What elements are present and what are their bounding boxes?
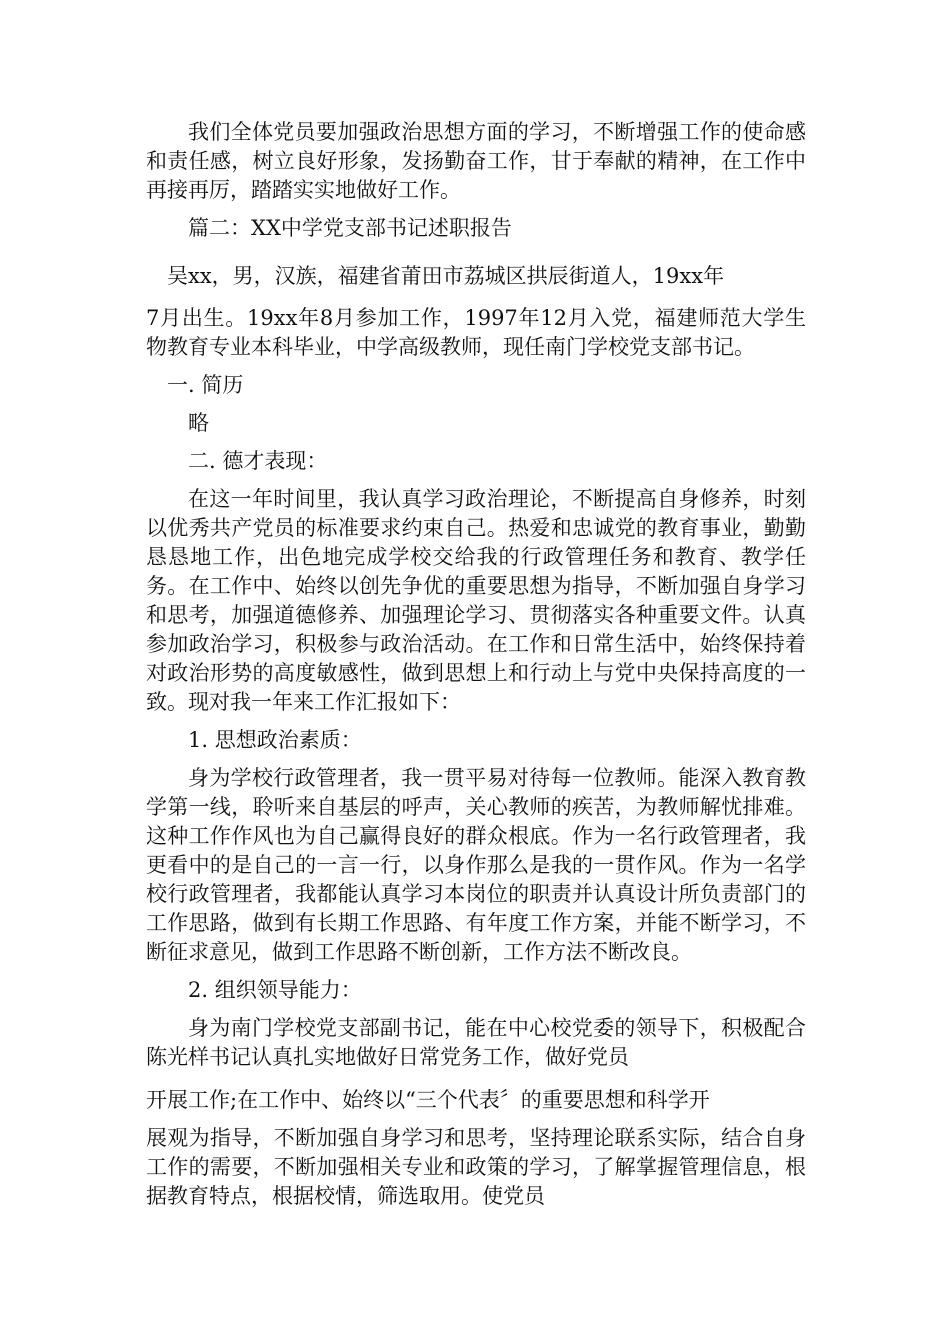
heading-merit: 二. 德才表现： xyxy=(188,449,328,473)
paragraph-closing: 我们全体党员要加强政治思想方面的学习，不断增强工作的使命感和责任感，树立良好形象，发扬勤奋工作，甘于奉献的精神，在工作中再接再厉，踏踏实实地做好工作。 xyxy=(146,120,806,202)
resume-content: 略 xyxy=(188,411,209,435)
paragraph-leadership-3: 展观为指导，不断加强自身学习和思考，坚持理论联系实际，结合自身工作的需要，不断加强相关专业和政策的学习，了解掌握管理信息，根据教育特点，根据校情，筛选取用。使党员 xyxy=(146,1126,806,1208)
heading-resume: 一. 简历 xyxy=(167,373,244,397)
heading-political: 1. 思想政治素质： xyxy=(188,728,362,752)
bio-paragraph: 7月出生。19xx年8月参加工作，1997年12月入党，福建师范大学生物教育专业本科毕业，中学高级教师，现任南门学校党支部书记。 xyxy=(146,306,806,359)
document-page xyxy=(146,118,806,1220)
paragraph-merit: 在这一年时间里，我认真学习政治理论，不断提高自身修养，时刻以优秀共产党员的标准要求约束自己。热爱和忠诚党的教育事业，勤勤恳恳地工作，出色地完成学校交给我的行政管理任务和教育、教学任务。在工作中、始终以创先争优的重要思想为指导，不断加强自身学习和思考，加强道德修养、加强理论学习、贯彻落实各种重要文件。认真参加政治学习，积极参与政治活动。在工作和日常生活中，始终保持着对政治形势的高度敏感性，做到思想上和行动上与党中央保持高度的一致。现对我一年来工作汇报如下： xyxy=(146,487,806,714)
paragraph-leadership-1: 身为南门学校党支部副书记，能在中心校党委的领导下，积极配合陈光样书记认真扎实地做好日常党务工作，做好党员 xyxy=(146,1016,806,1069)
paragraph-political: 身为学校行政管理者，我一贯平易对待每一位教师。能深入教育教学第一线，聆听来自基层的呼声，关心教师的疾苦，为教师解忧排难。这种工作作风也为自己赢得良好的群众根底。作为一名行政管理者，我更看中的是自己的一言一行，以身作那么是我的一贯作风。作为一名学校行政管理者，我都能认真学习本岗位的职责并认真设计所负责部门的工作思路，做到有长期工作思路、有年度工作方案，并能不断学习，不断征求意见，做到工作思路不断创新，工作方法不断改良。 xyxy=(146,766,806,964)
heading-leadership: 2. 组织领导能力： xyxy=(188,978,362,1002)
section-title: 篇二：XX中学党支部书记述职报告 xyxy=(188,216,512,240)
bio-line-1: 吴xx，男，汉族，福建省莆田市荔城区拱辰街道人，19xx年 xyxy=(167,264,725,288)
paragraph-leadership-2: 开展工作;在工作中、始终以“三个代表〞的重要思想和科学开 xyxy=(146,1088,710,1112)
